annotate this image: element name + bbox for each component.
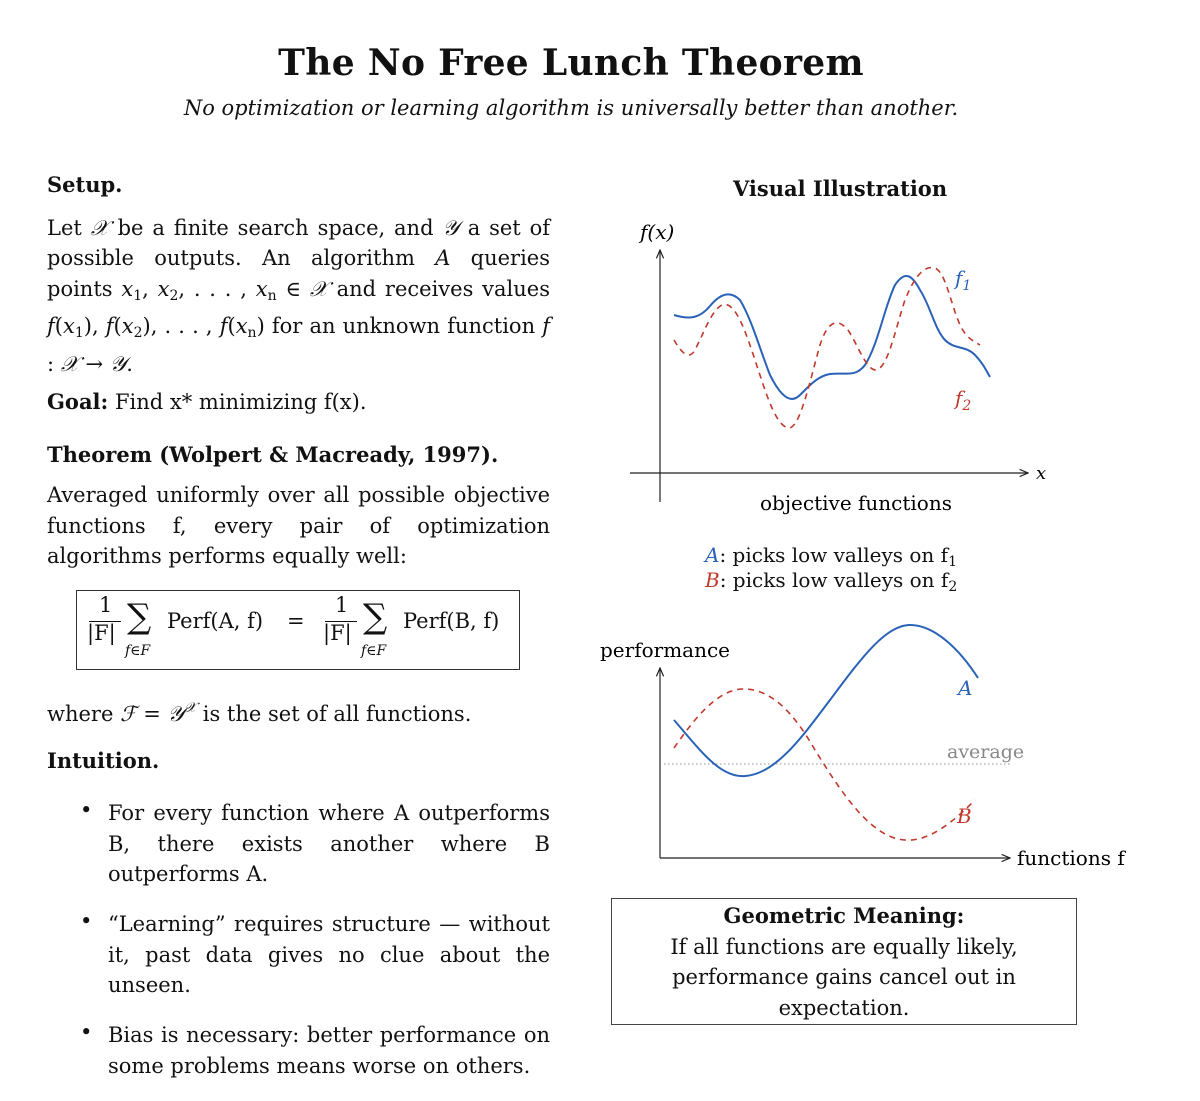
where-text: is the set of all functions.	[202, 702, 472, 726]
legend-a	[705, 543, 957, 570]
bottom-y-label: performance	[600, 638, 731, 662]
legend-a-algo: A	[705, 543, 720, 567]
setup-paragraph: Let 𝒳 be a finite search space, and 𝒴 a set of possible outputs. An algorithm A queries points $x_1$, $x_2$, . . . , $x_n$ ∈ 𝒳 and receives values $f(x_1)$, $f(x_2)$, . . . , $f(x_n)$ for an unknown function f : 𝒳 → 𝒴.	[47, 215, 551, 376]
legend-a-sub: 1	[948, 554, 957, 570]
top-x-label: x	[1036, 463, 1047, 484]
series-f1-curve	[674, 276, 990, 399]
theorem-equation	[76, 590, 520, 670]
series-f1-label: $f_1$	[955, 266, 972, 294]
geometric-line-2: performance gains cancel out in	[672, 965, 1016, 989]
eq-denominator-left: |F|	[87, 621, 116, 645]
page-title: The No Free Lunch Theorem	[278, 42, 864, 84]
where-line: where ℱ = 𝒴$^𝒳$ is the set of all functions.	[47, 700, 472, 726]
legend-b-sub: 2	[948, 579, 958, 595]
page-subtitle: No optimization or learning algorithm is universally better than another.	[183, 96, 959, 120]
goal-label: Goal:	[47, 389, 109, 414]
top-chart-caption: objective functions	[760, 491, 952, 515]
left-column	[47, 170, 550, 572]
bottom-x-label-text: functions f	[1017, 846, 1125, 870]
theorem-statement: Averaged uniformly over all possible objective functions f, every pair of optimization algorithms performs equally well:	[47, 483, 550, 568]
legend-b-text: : picks low valleys on f	[719, 568, 949, 592]
geometric-line-1: If all functions are equally likely,	[670, 934, 1018, 959]
series-a-curve	[674, 625, 978, 776]
eq-sum-right: ∑	[363, 597, 388, 637]
series-b-label: B	[957, 804, 972, 828]
average-label: average	[947, 741, 1025, 763]
setup-heading: Setup.	[47, 172, 123, 197]
eq-sum-left: ∑	[127, 597, 152, 637]
eq-left-term: Perf(A, f)	[167, 609, 264, 633]
series-b-curve	[674, 689, 975, 840]
top-y-label: f(x)	[640, 220, 675, 244]
intuition-bullet-3: Bias is necessary: better performance on some problems means worse on others.	[108, 1023, 550, 1078]
goal-line	[47, 387, 550, 418]
legend-b-algo: B	[705, 568, 720, 592]
eq-equals: =	[287, 609, 305, 633]
bottom-x-label	[1017, 846, 1126, 870]
eq-one-left: 1	[99, 593, 113, 617]
eq-sum-index-right: f∈F	[361, 643, 387, 659]
bullet-dot: •	[80, 1020, 93, 1044]
eq-denominator-right: |F|	[323, 621, 352, 645]
legend-a-text: : picks low valleys on f	[719, 543, 949, 567]
eq-sum-index-left: f∈F	[125, 643, 151, 659]
intuition-heading: Intuition.	[47, 748, 160, 773]
geometric-line-3: expectation.	[778, 995, 910, 1020]
intuition-bullet-2: “Learning” requires structure — without it, past data gives no clue about the unseen.	[108, 912, 550, 997]
theorem-heading: Theorem (Wolpert & Macready, 1997).	[47, 441, 499, 467]
geometric-meaning-box	[611, 898, 1077, 1025]
bullet-dot: •	[80, 909, 93, 933]
series-f2-label: $f_2$	[955, 386, 972, 414]
series-f2-curve	[674, 267, 980, 428]
geometric-title: Geometric Meaning:	[723, 903, 965, 928]
legend-b	[705, 568, 957, 595]
intuition-bullet-1: For every function where A outperforms B, there exists another where B outperforms A.	[108, 801, 550, 886]
goal-text: Find x* minimizing f(x).	[114, 390, 367, 414]
illustration-heading: Visual Illustration	[733, 176, 948, 201]
eq-one-right: 1	[335, 593, 349, 617]
bullet-dot: •	[80, 798, 93, 822]
series-a-label: A	[958, 676, 973, 700]
eq-right-term: Perf(B, f)	[403, 609, 500, 633]
